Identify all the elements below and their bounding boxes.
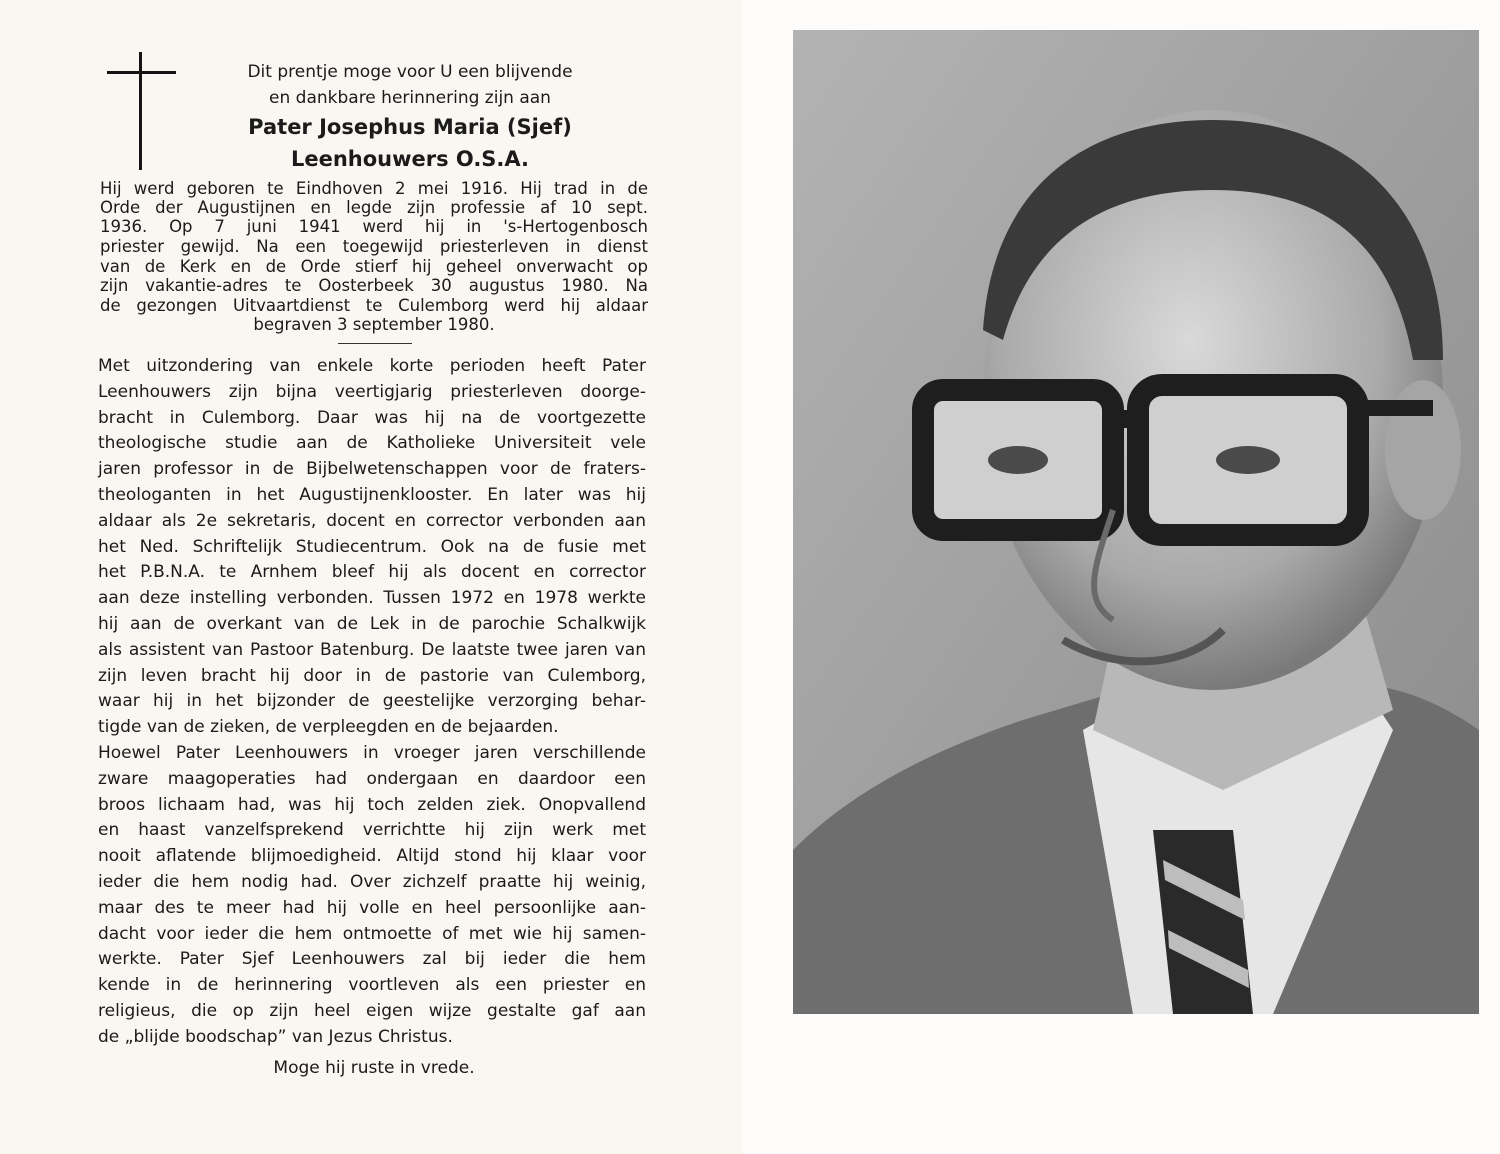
deceased-name: Pater Josephus Maria (Sjef) bbox=[248, 115, 572, 139]
obituary-line: kende in de herinnering voortleven als een priester en bbox=[98, 975, 646, 996]
obituary-line: religieus, die op zijn heel eigen wijze gestalte gaf aan bbox=[98, 1001, 646, 1021]
obituary-line: theologische studie aan de Katholieke Universiteit vele bbox=[98, 433, 646, 454]
cross-icon bbox=[139, 52, 142, 170]
obituary-line: theologanten in het Augustijnenklooster. En later was hij bbox=[98, 485, 646, 505]
bio-line: begraven 3 september 1980. bbox=[253, 315, 495, 334]
obituary-line: hij aan de overkant van de Lek in de parochie Schalkwijk bbox=[98, 614, 646, 634]
obituary-line: de „blijde boodschap” van Jezus Christus. bbox=[98, 1026, 453, 1047]
obituary-line: maar des te meer had hij volle en heel persoonlijke aan- bbox=[98, 897, 646, 918]
obituary-line: ieder die hem nodig had. Over zichzelf praatte hij weinig, bbox=[98, 872, 646, 892]
obituary-line: en haast vanzelfsprekend verrichtte hij zijn werk met bbox=[98, 820, 646, 841]
obituary-line: werkte. Pater Sjef Leenhouwers zal bij ieder die hem bbox=[98, 949, 646, 970]
obituary-line: broos lichaam had, was hij toch zelden ziek. Onopvallend bbox=[98, 794, 646, 815]
cross-icon-bar bbox=[107, 71, 176, 74]
bio-line: van de Kerk en de Orde stierf hij geheel onverwacht op bbox=[100, 257, 648, 276]
divider bbox=[338, 343, 412, 344]
obituary-line: zware maagoperaties had ondergaan en daardoor een bbox=[98, 768, 646, 789]
obituary-line: tigde van de zieken, de verpleegden en de bejaarden. bbox=[98, 717, 559, 738]
obituary-line: bracht in Culemborg. Daar was hij na de voortgezette bbox=[98, 407, 646, 428]
intro-line-2: en dankbare herinnering zijn aan bbox=[269, 88, 551, 108]
obituary-line: dacht voor ieder die hem ontmoette of met wie hij samen- bbox=[98, 923, 646, 944]
obituary-line: Hoewel Pater Leenhouwers in vroeger jaren verschillende bbox=[98, 743, 646, 763]
obituary-line: het Ned. Schriftelijk Studiecentrum. Ook na de fusie met bbox=[98, 536, 646, 557]
bio-line: 1936. Op 7 juni 1941 werd hij in 's-Hertogenbosch bbox=[100, 217, 648, 236]
memorial-card-text-side bbox=[0, 0, 742, 1154]
obituary-line: Met uitzondering van enkele korte perioden heeft Pater bbox=[98, 356, 646, 376]
obituary-line: nooit aflatende blijmoedigheid. Altijd stond hij klaar voor bbox=[98, 846, 646, 867]
portrait-photo bbox=[793, 30, 1479, 1014]
bio-line: Hij werd geboren te Eindhoven 2 mei 1916. Hij trad in de bbox=[100, 179, 648, 198]
intro-line-1: Dit prentje moge voor U een blijvende bbox=[247, 62, 573, 82]
obituary-line: waar hij in het bijzonder de geestelijke verzorging behar- bbox=[98, 691, 646, 712]
closing-prayer: Moge hij ruste in vrede. bbox=[273, 1058, 475, 1078]
obituary-line: het P.B.N.A. te Arnhem bleef hij als docent en corrector bbox=[98, 562, 646, 583]
obituary-line: aan deze instelling verbonden. Tussen 1972 en 1978 werkte bbox=[98, 588, 646, 609]
obituary-line: aldaar als 2e sekretaris, docent en corrector verbonden aan bbox=[98, 510, 646, 531]
bio-line: priester gewijd. Na een toegewijd priesterleven in dienst bbox=[100, 237, 648, 256]
obituary-line: zijn leven bracht hij door in de pastorie van Culemborg, bbox=[98, 665, 646, 686]
deceased-surname: Leenhouwers O.S.A. bbox=[290, 147, 530, 171]
obituary-line: als assistent van Pastoor Batenburg. De laatste twee jaren van bbox=[98, 639, 646, 660]
bio-line: Orde der Augustijnen en legde zijn professie af 10 sept. bbox=[100, 198, 648, 217]
obituary-line: jaren professor in de Bijbelwetenschappen voor de fraters- bbox=[98, 459, 646, 480]
bio-line: de gezongen Uitvaartdienst te Culemborg werd hij aldaar bbox=[100, 296, 648, 315]
bio-line: zijn vakantie-adres te Oosterbeek 30 augustus 1980. Na bbox=[100, 276, 648, 295]
obituary-line: Leenhouwers zijn bijna veertigjarig priesterleven doorge- bbox=[98, 381, 646, 402]
